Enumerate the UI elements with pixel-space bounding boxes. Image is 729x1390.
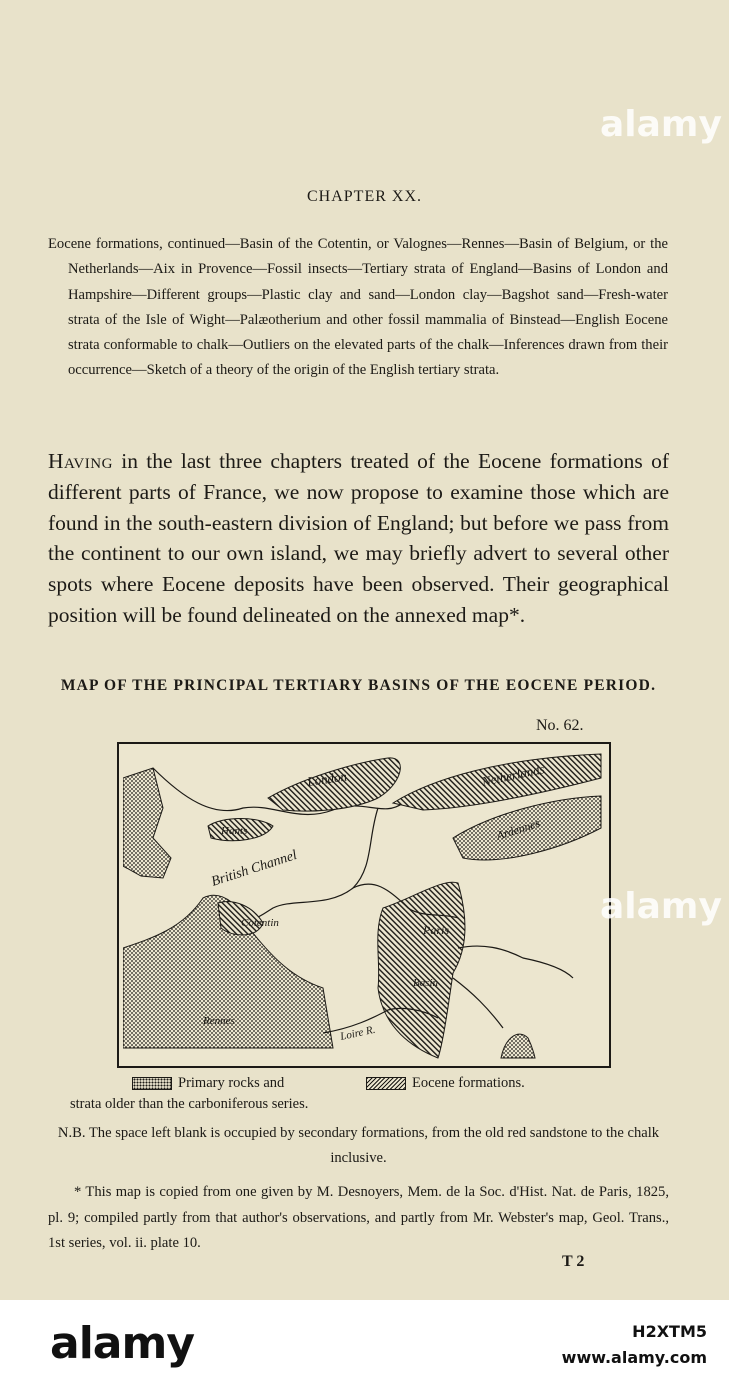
footnote-text: * This map is copied from one given by M. Desnoyers, Mem. de la Soc. d'Hist. Nat. de Paris, 1825, pl. 9; compiled partly from that author's observations, and partly from Mr. Webster's map, Geol. Trans., 1st series, vol. ii. plate 10. bbox=[48, 1184, 669, 1251]
watermark-logo-mid: alamy bbox=[600, 886, 722, 927]
summary-text: Eocene formations, continued—Basin of the Cotentin, or Valognes—Rennes—Basin of Belgium, or the Netherlands—Aix in Provence—Fossil insects—Tertiary strata of England—Basins of London and Hampshire—Different groups—Plastic clay and sand—London clay—Bagshot sand—Fresh-water strata of the Isle of Wight—Palæotherium and other fossil mammalia of Binstead—English Eocene strata conformable to chalk—Outliers on the elevated parts of the chalk—Inferences drawn from their occurrence—Sketch of a theory of the origin of the English tertiary strata. bbox=[48, 236, 668, 379]
footnote bbox=[48, 1180, 669, 1257]
map-label-cotentin: Cotentin bbox=[241, 917, 279, 929]
alamy-logo: alamy bbox=[50, 1318, 194, 1369]
map-legend bbox=[70, 1074, 670, 1117]
legend-primary-item bbox=[132, 1075, 284, 1092]
map-caption: MAP OF THE PRINCIPAL TERTIARY BASINS OF THE EOCENE PERIOD. bbox=[60, 677, 657, 694]
map-label-loire: Loire R. bbox=[339, 1023, 377, 1043]
lead-word: Having bbox=[48, 449, 113, 473]
map-label-rennes: Rennes bbox=[203, 1015, 235, 1027]
map-label-basin: Basin bbox=[413, 977, 439, 989]
map-label-ardennes: Ardennes bbox=[494, 815, 542, 843]
image-id: H2XTM5 bbox=[632, 1322, 707, 1341]
legend-primary-continuation: strata older than the carboniferous series. bbox=[70, 1096, 309, 1112]
body-text: in the last three chapters treated of the Eocene formations of different parts of France, we now propose to examine those which are found in the south-eastern division of England; but before we pass from the continent to our own island, we may briefly advert to several other spots where Eocene deposits have been observed. Their geographical position will be found delineated on the annexed map*. bbox=[48, 449, 669, 627]
legend-eocene-label: Eocene formations. bbox=[412, 1075, 525, 1091]
legend-eocene-item bbox=[366, 1075, 525, 1092]
body-paragraph bbox=[48, 446, 669, 631]
legend-primary-label: Primary rocks and bbox=[178, 1075, 285, 1091]
map-number: No. 62. bbox=[536, 717, 584, 734]
chapter-summary bbox=[48, 232, 668, 384]
map-label-paris: Paris bbox=[423, 923, 450, 937]
watermark-logo-top: alamy bbox=[600, 104, 722, 145]
map-label-netherlands: Netherlands bbox=[480, 761, 546, 789]
nota-bene: N.B. The space left blank is occupied by secondary formations, from the old red sandstone to the chalk inclusive. bbox=[57, 1125, 660, 1166]
map-label-hants: Hants bbox=[221, 825, 248, 837]
map-label-london: London bbox=[306, 768, 348, 789]
map-figure bbox=[117, 742, 611, 1068]
map-illustration bbox=[123, 748, 605, 1062]
primary-rocks-swatch bbox=[132, 1077, 172, 1090]
image-site: www.alamy.com bbox=[561, 1348, 707, 1367]
signature-mark: T 2 bbox=[562, 1253, 585, 1270]
map-label-channel: British Channel bbox=[209, 848, 299, 890]
eocene-swatch bbox=[366, 1077, 406, 1090]
chapter-title: CHAPTER XX. bbox=[306, 188, 422, 205]
